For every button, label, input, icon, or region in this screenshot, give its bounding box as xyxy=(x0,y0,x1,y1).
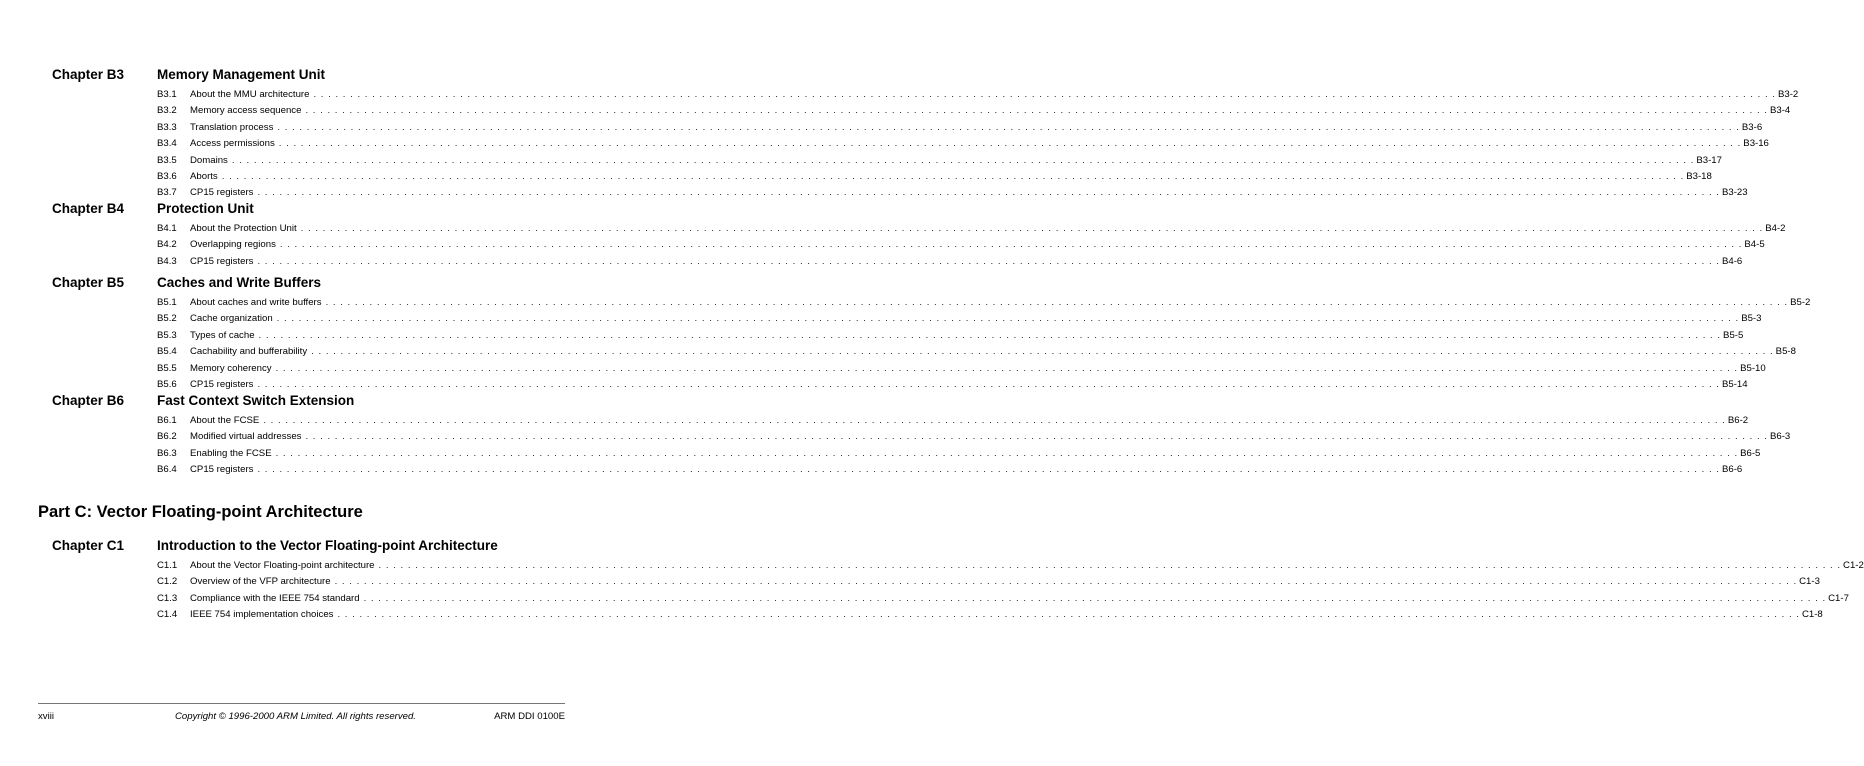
section-number: C1.2 xyxy=(157,576,178,588)
section-page: B6-6 xyxy=(1721,464,1743,476)
section-list xyxy=(157,297,1811,395)
section-number: B3.6 xyxy=(157,170,177,182)
section-title: IEEE 754 implementation choices xyxy=(190,609,334,621)
section-page: B3-18 xyxy=(1686,170,1712,182)
section-number: B3.5 xyxy=(157,154,177,166)
toc-entry[interactable] xyxy=(157,105,1791,121)
dot-leader: . . . . . . . . . . . . . . . . . . . . . . . . . . . . . . . . . . . . . . . . . . . . . . . . . . . . . . . . . . . . . . . . . . . . . . . . . . . . . . . . . . . . . . . . . . . . . . . . . . . . . . . . . . . . . . . . . . . . . . . . . . . . . . . . . . . . . . . . . . . . . . . . . . . . . . . . . . . . . . . . . . . . . . . . . . . . . . . . . . . . . . . . . . . . . . . . . . . . . . . . xyxy=(337,609,1800,621)
section-page: B6-3 xyxy=(1769,431,1791,443)
section-title: About caches and write buffers xyxy=(190,297,322,308)
section-number: B3.4 xyxy=(157,138,177,150)
section-title: Translation process xyxy=(190,121,274,133)
section-title: About the FCSE xyxy=(190,415,260,426)
chapter-label: Chapter B6 xyxy=(52,393,125,408)
section-title: Modified virtual addresses xyxy=(190,431,302,443)
section-page: B5-5 xyxy=(1723,329,1744,341)
toc-entry[interactable] xyxy=(157,346,1796,362)
dot-leader: . . . . . . . . . . . . . . . . . . . . . . . . . . . . . . . . . . . . . . . . . . . . . . . . . . . . . . . . . . . . . . . . . . . . . . . . . . . . . . . . . . . . . . . . . . . . . . . . . . . . . . . . . . . . . . . . . . . . . . . . . . . . . . . . . . . . . . . . . . . . . . . . . . . . . . . . . . . . . . . . . . . . . . . . . . . . . . . . . . . . . . . . . . . . . . . . . . . . . . . . xyxy=(378,560,1842,571)
toc-entry[interactable] xyxy=(157,154,1722,171)
section-page: B6-5 xyxy=(1740,447,1761,459)
section-title: Types of cache xyxy=(190,329,255,341)
page-footer xyxy=(38,711,565,725)
section-page: B4-2 xyxy=(1765,223,1786,234)
section-number: B5.3 xyxy=(157,329,177,341)
section-page: B4-6 xyxy=(1721,255,1743,267)
toc-entry[interactable] xyxy=(157,313,1762,329)
toc-entry[interactable] xyxy=(157,576,1820,592)
section-page: B3-16 xyxy=(1743,138,1769,150)
toc-entry[interactable] xyxy=(157,223,1786,239)
section-number: B4.3 xyxy=(157,255,177,267)
section-page: B5-14 xyxy=(1721,378,1748,390)
part-heading: Part C: Vector Floating-point Architecture xyxy=(38,503,363,521)
dot-leader: . . . . . . . . . . . . . . . . . . . . . . . . . . . . . . . . . . . . . . . . . . . . . . . . . . . . . . . . . . . . . . . . . . . . . . . . . . . . . . . . . . . . . . . . . . . . . . . . . . . . . . . . . . . . . . . . . . . . . . . . . . . . . . . . . . . . . . . . . . . . . . . . . . . . . . . . . . . . . . . . . . . . . . . . . . . . . . . . . . . . . . . . . . . . . . . . . . . . . . . . xyxy=(263,415,1726,426)
toc-entry[interactable] xyxy=(157,239,1765,255)
section-title: About the Protection Unit xyxy=(190,223,297,234)
section-number: B6.2 xyxy=(157,431,177,443)
footer-divider xyxy=(38,703,565,704)
section-number: B5.2 xyxy=(157,313,177,325)
toc-entry[interactable] xyxy=(157,447,1761,464)
section-title: Cache organization xyxy=(190,313,273,325)
chapter-label: Chapter C1 xyxy=(52,538,125,553)
section-page: C1-8 xyxy=(1801,609,1823,621)
dot-leader: . . . . . . . . . . . . . . . . . . . . . . . . . . . . . . . . . . . . . . . . . . . . . . . . . . . . . . . . . . . . . . . . . . . . . . . . . . . . . . . . . . . . . . . . . . . . . . . . . . . . . . . . . . . . . . . . . . . . . . . . . . . . . . . . . . . . . . . . . . . . . . . . . . . . . . . . . . . . . . . . . . . . . . . . . . . . . . . . . . . . . . . . . . . . . . . . . . . . . . . . xyxy=(300,223,1764,234)
dot-leader: . . . . . . . . . . . . . . . . . . . . . . . . . . . . . . . . . . . . . . . . . . . . . . . . . . . . . . . . . . . . . . . . . . . . . . . . . . . . . . . . . . . . . . . . . . . . . . . . . . . . . . . . . . . . . . . . . . . . . . . . . . . . . . . . . . . . . . . . . . . . . . . . . . . . . . . . . . . . . . . . . . . . . . . . . . . . . . . . . . . . . . . . . . . . . . . . . . . . . . . . xyxy=(231,154,1695,166)
section-title: CP15 registers xyxy=(190,378,254,390)
section-page: B5-8 xyxy=(1775,346,1796,358)
dot-leader: . . . . . . . . . . . . . . . . . . . . . . . . . . . . . . . . . . . . . . . . . . . . . . . . . . . . . . . . . . . . . . . . . . . . . . . . . . . . . . . . . . . . . . . . . . . . . . . . . . . . . . . . . . . . . . . . . . . . . . . . . . . . . . . . . . . . . . . . . . . . . . . . . . . . . . . . . . . . . . . . . . . . . . . . . . . . . . . . . . . . . . . . . . . . . . . . . . . . . . . . xyxy=(325,297,1789,308)
chapter-title[interactable]: Protection Unit xyxy=(157,201,254,216)
dot-leader: . . . . . . . . . . . . . . . . . . . . . . . . . . . . . . . . . . . . . . . . . . . . . . . . . . . . . . . . . . . . . . . . . . . . . . . . . . . . . . . . . . . . . . . . . . . . . . . . . . . . . . . . . . . . . . . . . . . . . . . . . . . . . . . . . . . . . . . . . . . . . . . . . . . . . . . . . . . . . . . . . . . . . . . . . . . . . . . . . . . . . . . . . . . . . . . . . . . . . . . . xyxy=(363,592,1827,604)
section-list xyxy=(157,223,1786,272)
section-page: B3-6 xyxy=(1741,121,1763,133)
dot-leader: . . . . . . . . . . . . . . . . . . . . . . . . . . . . . . . . . . . . . . . . . . . . . . . . . . . . . . . . . . . . . . . . . . . . . . . . . . . . . . . . . . . . . . . . . . . . . . . . . . . . . . . . . . . . . . . . . . . . . . . . . . . . . . . . . . . . . . . . . . . . . . . . . . . . . . . . . . . . . . . . . . . . . . . . . . . . . . . . . . . . . . . . . . . . . . . . . . . . . . . . xyxy=(305,105,1768,117)
section-list xyxy=(157,560,1864,626)
section-number: C1.3 xyxy=(157,592,178,604)
dot-leader: . . . . . . . . . . . . . . . . . . . . . . . . . . . . . . . . . . . . . . . . . . . . . . . . . . . . . . . . . . . . . . . . . . . . . . . . . . . . . . . . . . . . . . . . . . . . . . . . . . . . . . . . . . . . . . . . . . . . . . . . . . . . . . . . . . . . . . . . . . . . . . . . . . . . . . . . . . . . . . . . . . . . . . . . . . . . . . . . . . . . . . . . . . . . . . . . . . . . . . . . xyxy=(275,362,1739,374)
section-page: B3-17 xyxy=(1696,154,1722,166)
section-page: B5-3 xyxy=(1741,313,1762,325)
section-page: C1-3 xyxy=(1799,576,1820,588)
chapter-label: Chapter B4 xyxy=(52,201,125,216)
section-number: B6.3 xyxy=(157,447,177,459)
dot-leader: . . . . . . . . . . . . . . . . . . . . . . . . . . . . . . . . . . . . . . . . . . . . . . . . . . . . . . . . . . . . . . . . . . . . . . . . . . . . . . . . . . . . . . . . . . . . . . . . . . . . . . . . . . . . . . . . . . . . . . . . . . . . . . . . . . . . . . . . . . . . . . . . . . . . . . . . . . . . . . . . . . . . . . . . . . . . . . . . . . . . . . . . . . . . . . . . . . . . . . . . xyxy=(257,378,1720,390)
section-title: About the Vector Floating-point architecture xyxy=(190,560,375,571)
section-page: B3-4 xyxy=(1769,105,1791,117)
section-number: B3.1 xyxy=(157,89,177,100)
footer-page-number: xviii xyxy=(38,711,54,722)
dot-leader: . . . . . . . . . . . . . . . . . . . . . . . . . . . . . . . . . . . . . . . . . . . . . . . . . . . . . . . . . . . . . . . . . . . . . . . . . . . . . . . . . . . . . . . . . . . . . . . . . . . . . . . . . . . . . . . . . . . . . . . . . . . . . . . . . . . . . . . . . . . . . . . . . . . . . . . . . . . . . . . . . . . . . . . . . . . . . . . . . . . . . . . . . . . . . . . . . . . . . . . . xyxy=(311,346,1774,358)
toc-entry[interactable] xyxy=(157,560,1864,576)
section-title: CP15 registers xyxy=(190,255,254,267)
chapter-label: Chapter B3 xyxy=(52,67,125,82)
section-title: Overview of the VFP architecture xyxy=(190,576,331,588)
section-page: C1-2 xyxy=(1843,560,1864,571)
section-title: Memory coherency xyxy=(190,362,272,374)
section-title: Compliance with the IEEE 754 standard xyxy=(190,592,360,604)
toc-entry[interactable] xyxy=(157,89,1799,105)
section-number: B6.4 xyxy=(157,464,177,476)
dot-leader: . . . . . . . . . . . . . . . . . . . . . . . . . . . . . . . . . . . . . . . . . . . . . . . . . . . . . . . . . . . . . . . . . . . . . . . . . . . . . . . . . . . . . . . . . . . . . . . . . . . . . . . . . . . . . . . . . . . . . . . . . . . . . . . . . . . . . . . . . . . . . . . . . . . . . . . . . . . . . . . . . . . . . . . . . . . . . . . . . . . . . . . . . . . . . . . . . . . . . . . . xyxy=(313,89,1776,100)
toc-entry[interactable] xyxy=(157,138,1769,154)
section-number: B3.3 xyxy=(157,121,177,133)
section-title: Overlapping regions xyxy=(190,239,276,251)
toc-entry[interactable] xyxy=(157,415,1749,431)
dot-leader: . . . . . . . . . . . . . . . . . . . . . . . . . . . . . . . . . . . . . . . . . . . . . . . . . . . . . . . . . . . . . . . . . . . . . . . . . . . . . . . . . . . . . . . . . . . . . . . . . . . . . . . . . . . . . . . . . . . . . . . . . . . . . . . . . . . . . . . . . . . . . . . . . . . . . . . . . . . . . . . . . . . . . . . . . . . . . . . . . . . . . . . . . . . . . . . . . . . . . . . . xyxy=(257,187,1720,199)
dot-leader: . . . . . . . . . . . . . . . . . . . . . . . . . . . . . . . . . . . . . . . . . . . . . . . . . . . . . . . . . . . . . . . . . . . . . . . . . . . . . . . . . . . . . . . . . . . . . . . . . . . . . . . . . . . . . . . . . . . . . . . . . . . . . . . . . . . . . . . . . . . . . . . . . . . . . . . . . . . . . . . . . . . . . . . . . . . . . . . . . . . . . . . . . . . . . . . . . . . . . . . . xyxy=(258,329,1722,341)
section-title: Memory access sequence xyxy=(190,105,302,117)
section-page: C1-7 xyxy=(1828,592,1849,604)
section-title: Domains xyxy=(190,154,228,166)
section-title: Enabling the FCSE xyxy=(190,447,272,459)
toc-entry[interactable] xyxy=(157,431,1791,447)
section-number: B5.1 xyxy=(157,297,177,308)
section-number: B4.2 xyxy=(157,239,177,251)
dot-leader: . . . . . . . . . . . . . . . . . . . . . . . . . . . . . . . . . . . . . . . . . . . . . . . . . . . . . . . . . . . . . . . . . . . . . . . . . . . . . . . . . . . . . . . . . . . . . . . . . . . . . . . . . . . . . . . . . . . . . . . . . . . . . . . . . . . . . . . . . . . . . . . . . . . . . . . . . . . . . . . . . . . . . . . . . . . . . . . . . . . . . . . . . . . . . . . . . . . . . . . . xyxy=(257,255,1720,267)
section-number: B6.1 xyxy=(157,415,177,426)
toc-entry[interactable] xyxy=(157,297,1811,313)
chapter-title[interactable]: Fast Context Switch Extension xyxy=(157,393,355,408)
toc-entry[interactable] xyxy=(157,255,1743,272)
footer-copyright: Copyright © 1996-2000 ARM Limited. All rights reserved. xyxy=(175,711,416,722)
section-title: CP15 registers xyxy=(190,464,254,476)
section-title: Cachability and bufferability xyxy=(190,346,308,358)
section-page: B4-5 xyxy=(1744,239,1765,251)
toc-entry[interactable] xyxy=(157,362,1766,379)
section-page: B5-10 xyxy=(1740,362,1766,374)
section-title: Aborts xyxy=(190,170,218,182)
section-title: CP15 registers xyxy=(190,187,254,199)
section-number: B5.4 xyxy=(157,346,177,358)
chapter-title[interactable]: Caches and Write Buffers xyxy=(157,275,322,290)
dot-leader: . . . . . . . . . . . . . . . . . . . . . . . . . . . . . . . . . . . . . . . . . . . . . . . . . . . . . . . . . . . . . . . . . . . . . . . . . . . . . . . . . . . . . . . . . . . . . . . . . . . . . . . . . . . . . . . . . . . . . . . . . . . . . . . . . . . . . . . . . . . . . . . . . . . . . . . . . . . . . . . . . . . . . . . . . . . . . . . . . . . . . . . . . . . . . . . . . . . . . . . . xyxy=(277,121,1740,133)
section-title: About the MMU architecture xyxy=(190,89,310,100)
toc-entry[interactable] xyxy=(157,121,1763,138)
dot-leader: . . . . . . . . . . . . . . . . . . . . . . . . . . . . . . . . . . . . . . . . . . . . . . . . . . . . . . . . . . . . . . . . . . . . . . . . . . . . . . . . . . . . . . . . . . . . . . . . . . . . . . . . . . . . . . . . . . . . . . . . . . . . . . . . . . . . . . . . . . . . . . . . . . . . . . . . . . . . . . . . . . . . . . . . . . . . . . . . . . . . . . . . . . . . . . . . . . . . . . . . xyxy=(305,431,1768,443)
section-number: B5.5 xyxy=(157,362,177,374)
section-list xyxy=(157,89,1799,204)
section-title: Access permissions xyxy=(190,138,275,150)
dot-leader: . . . . . . . . . . . . . . . . . . . . . . . . . . . . . . . . . . . . . . . . . . . . . . . . . . . . . . . . . . . . . . . . . . . . . . . . . . . . . . . . . . . . . . . . . . . . . . . . . . . . . . . . . . . . . . . . . . . . . . . . . . . . . . . . . . . . . . . . . . . . . . . . . . . . . . . . . . . . . . . . . . . . . . . . . . . . . . . . . . . . . . . . . . . . . . . . . . . . . . . . xyxy=(275,447,1739,459)
dot-leader: . . . . . . . . . . . . . . . . . . . . . . . . . . . . . . . . . . . . . . . . . . . . . . . . . . . . . . . . . . . . . . . . . . . . . . . . . . . . . . . . . . . . . . . . . . . . . . . . . . . . . . . . . . . . . . . . . . . . . . . . . . . . . . . . . . . . . . . . . . . . . . . . . . . . . . . . . . . . . . . . . . . . . . . . . . . . . . . . . . . . . . . . . . . . . . . . . . . . . . . . xyxy=(276,313,1740,325)
section-number: B3.7 xyxy=(157,187,177,199)
section-list xyxy=(157,415,1791,481)
section-page: B6-2 xyxy=(1727,415,1749,426)
toc-entry[interactable] xyxy=(157,170,1712,187)
chapter-label: Chapter B5 xyxy=(52,275,125,290)
chapter-title[interactable]: Introduction to the Vector Floating-point Architecture xyxy=(157,538,498,553)
section-number: B4.1 xyxy=(157,223,177,234)
section-number: B5.6 xyxy=(157,378,177,390)
toc-entry[interactable] xyxy=(157,464,1743,480)
section-number: C1.4 xyxy=(157,609,178,621)
section-number: B3.2 xyxy=(157,105,177,117)
toc-entry[interactable] xyxy=(157,609,1823,625)
toc-entry[interactable] xyxy=(157,592,1849,609)
dot-leader: . . . . . . . . . . . . . . . . . . . . . . . . . . . . . . . . . . . . . . . . . . . . . . . . . . . . . . . . . . . . . . . . . . . . . . . . . . . . . . . . . . . . . . . . . . . . . . . . . . . . . . . . . . . . . . . . . . . . . . . . . . . . . . . . . . . . . . . . . . . . . . . . . . . . . . . . . . . . . . . . . . . . . . . . . . . . . . . . . . . . . . . . . . . . . . . . . . . . . . . . xyxy=(334,576,1798,588)
section-page: B3-2 xyxy=(1777,89,1799,100)
dot-leader: . . . . . . . . . . . . . . . . . . . . . . . . . . . . . . . . . . . . . . . . . . . . . . . . . . . . . . . . . . . . . . . . . . . . . . . . . . . . . . . . . . . . . . . . . . . . . . . . . . . . . . . . . . . . . . . . . . . . . . . . . . . . . . . . . . . . . . . . . . . . . . . . . . . . . . . . . . . . . . . . . . . . . . . . . . . . . . . . . . . . . . . . . . . . . . . . . . . . . . . . xyxy=(278,138,1742,150)
dot-leader: . . . . . . . . . . . . . . . . . . . . . . . . . . . . . . . . . . . . . . . . . . . . . . . . . . . . . . . . . . . . . . . . . . . . . . . . . . . . . . . . . . . . . . . . . . . . . . . . . . . . . . . . . . . . . . . . . . . . . . . . . . . . . . . . . . . . . . . . . . . . . . . . . . . . . . . . . . . . . . . . . . . . . . . . . . . . . . . . . . . . . . . . . . . . . . . . . . . . . . . . xyxy=(257,464,1720,476)
chapter-title[interactable]: Memory Management Unit xyxy=(157,67,326,82)
footer-document-id: ARM DDI 0100E xyxy=(494,711,565,722)
dot-leader: . . . . . . . . . . . . . . . . . . . . . . . . . . . . . . . . . . . . . . . . . . . . . . . . . . . . . . . . . . . . . . . . . . . . . . . . . . . . . . . . . . . . . . . . . . . . . . . . . . . . . . . . . . . . . . . . . . . . . . . . . . . . . . . . . . . . . . . . . . . . . . . . . . . . . . . . . . . . . . . . . . . . . . . . . . . . . . . . . . . . . . . . . . . . . . . . . . . . . . . . xyxy=(221,170,1685,182)
section-page: B5-2 xyxy=(1790,297,1811,308)
toc-entry[interactable] xyxy=(157,329,1744,346)
section-page: B3-23 xyxy=(1721,187,1748,199)
section-number: C1.1 xyxy=(157,560,178,571)
dot-leader: . . . . . . . . . . . . . . . . . . . . . . . . . . . . . . . . . . . . . . . . . . . . . . . . . . . . . . . . . . . . . . . . . . . . . . . . . . . . . . . . . . . . . . . . . . . . . . . . . . . . . . . . . . . . . . . . . . . . . . . . . . . . . . . . . . . . . . . . . . . . . . . . . . . . . . . . . . . . . . . . . . . . . . . . . . . . . . . . . . . . . . . . . . . . . . . . . . . . . . . . xyxy=(279,239,1743,251)
